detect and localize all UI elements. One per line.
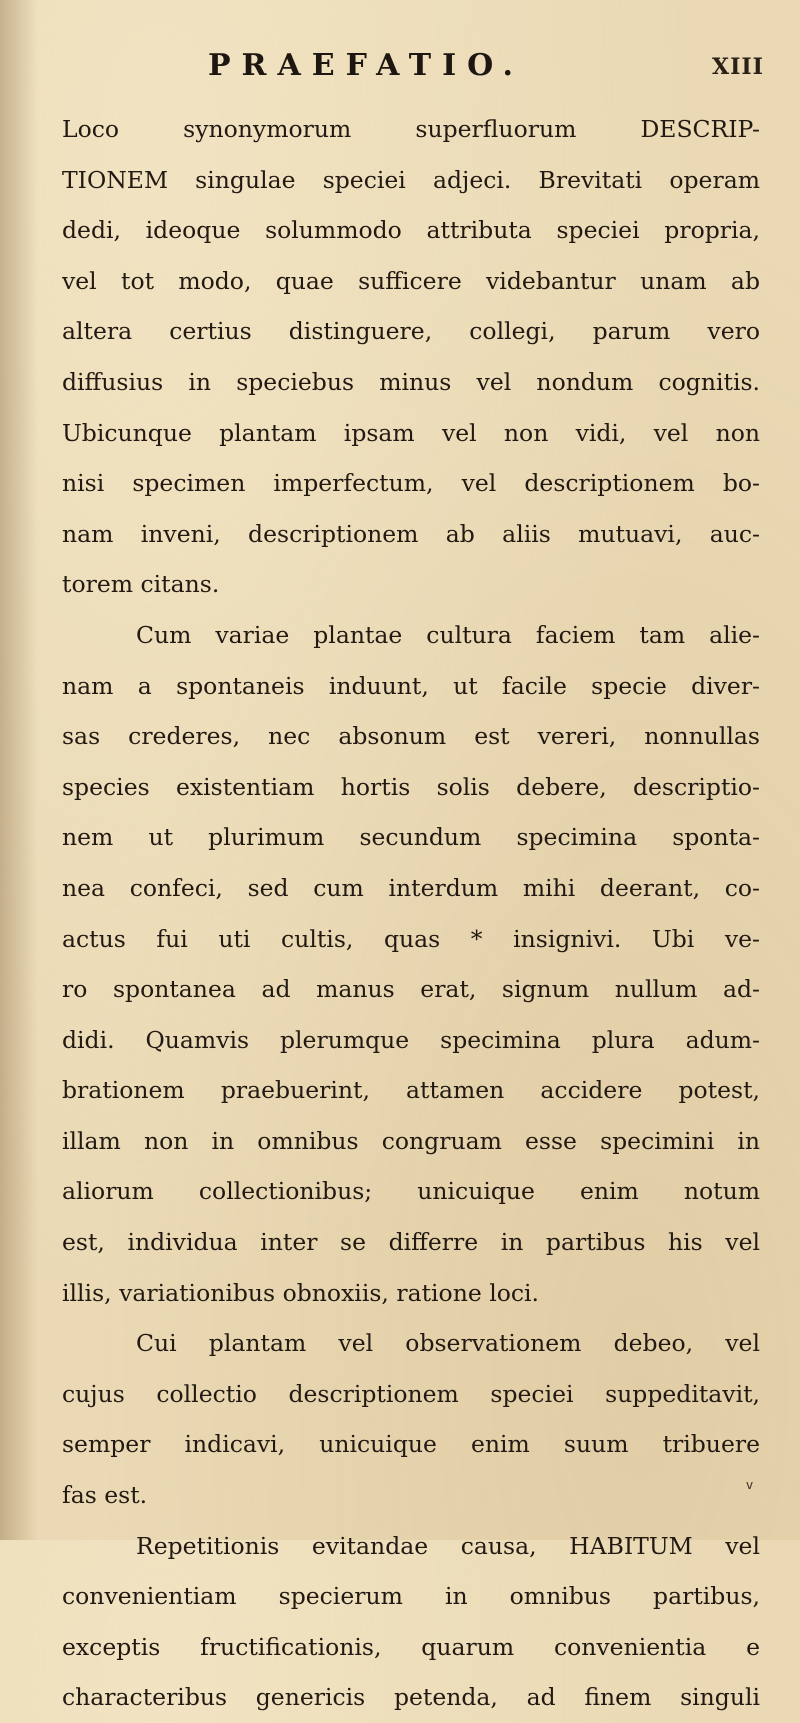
text-line: nea confeci, sed cum interdum mihi deerant, co-: [62, 873, 760, 902]
text-line: nam inveni, descriptionem ab aliis mutuavi, auc-: [62, 519, 760, 548]
text-line: nam a spontaneis induunt, ut facile specie diver-: [62, 671, 760, 700]
page-number: XIII: [712, 54, 764, 80]
text-line: illam non in omnibus congruam esse specimini in: [62, 1126, 760, 1155]
text-line: est, individua inter se differre in partibus his vel: [62, 1228, 760, 1257]
text-line: characteribus genericis petenda, ad finem singuli: [62, 1683, 760, 1712]
text-line: dedi, ideoque solummodo attributa speciei propria,: [62, 216, 760, 245]
text-line: convenientiam specierum in omnibus partibus,: [62, 1582, 760, 1611]
text-line: fas est.: [62, 1481, 148, 1510]
text-line: vel tot modo, quae sufficere videbantur unam ab: [62, 266, 760, 295]
text-line: Ubicunque plantam ipsam vel non vidi, vel non: [62, 418, 760, 447]
page-mark: v: [746, 1478, 754, 1492]
text-line: nisi specimen imperfectum, vel descriptionem bo-: [62, 469, 760, 498]
text-line: actus fui uti cultis, quas * insignivi. Ubi ve-: [62, 924, 760, 953]
text-line: illis, variationibus obnoxiis, ratione loci.: [62, 1278, 540, 1307]
text-line: cujus collectio descriptionem speciei suppeditavit,: [62, 1379, 760, 1408]
running-head: PRAEFATIO.: [208, 48, 524, 83]
body-text: [62, 104, 760, 1723]
paragraph-start-line: Repetitionis evitandae causa, HABITUM vel: [136, 1531, 760, 1560]
page-header: [0, 48, 800, 88]
text-line: didi. Quamvis plerumque specimina plura adum-: [62, 1025, 760, 1054]
text-line: ro spontanea ad manus erat, signum nullum ad-: [62, 975, 760, 1004]
text-line: species existentiam hortis solis debere, descriptio-: [62, 772, 760, 801]
text-line: TIONEM singulae speciei adjeci. Brevitati operam: [62, 165, 760, 194]
paragraph-start-line: Cum variae plantae cultura faciem tam alie-: [136, 620, 760, 649]
text-line: nem ut plurimum secundum specimina sponta-: [62, 823, 760, 852]
text-line: exceptis fructificationis, quarum convenientia e: [62, 1632, 760, 1661]
paragraph-start-line: Cui plantam vel observationem debeo, vel: [136, 1329, 760, 1358]
text-line: brationem praebuerint, attamen accidere potest,: [62, 1076, 760, 1105]
text-line: torem citans.: [62, 570, 220, 599]
text-line: altera certius distinguere, collegi, parum vero: [62, 317, 760, 346]
text-line: diffusius in speciebus minus vel nondum cognitis.: [62, 367, 760, 396]
text-line: sas crederes, nec absonum est vereri, nonnullas: [62, 722, 760, 751]
gutter-shadow: [0, 0, 38, 1540]
text-line: aliorum collectionibus; unicuique enim notum: [62, 1177, 760, 1206]
text-line: semper indicavi, unicuique enim suum tribuere: [62, 1430, 760, 1459]
text-line: Loco synonymorum superfluorum DESCRIP-: [62, 115, 760, 143]
